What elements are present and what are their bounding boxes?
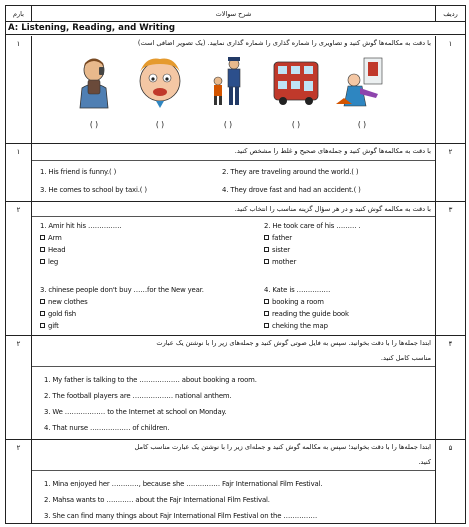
- fill-blank-item: 3. She can find many things about Fajr International Film Festival on the ……………: [44, 512, 318, 520]
- choice-option[interactable]: father: [264, 234, 292, 242]
- question-instruction: با دقت به مکالمه‌ها گوش کنید و جمله‌های صحیح و غلط را مشخص کنید.: [234, 147, 431, 155]
- question-score: ۲: [6, 336, 32, 439]
- question-body: [32, 336, 435, 439]
- section-title: A: Listening, Reading, and Writing: [6, 22, 465, 35]
- checkbox[interactable]: [264, 247, 269, 252]
- question-instruction-continued: کنید.: [418, 458, 431, 466]
- accident-picture: [334, 54, 390, 110]
- questions-column-header: شرح سوالات: [215, 10, 252, 18]
- question-instruction: ابتدا جمله‌ها را با دقت بخوانید؛ سپس به مکالمه گوش کنید و جمله‌ای زیر را با نوشتن یک عبارت مناسب کامل: [134, 443, 431, 451]
- score-column-header: بارم: [6, 6, 32, 22]
- checkbox[interactable]: [40, 299, 45, 304]
- statement-item: 1. His friend is funny.( ): [40, 168, 117, 176]
- question-score: ۱: [6, 144, 32, 201]
- question-instruction-continued: مناسب کامل کنید.: [380, 354, 431, 362]
- choice-option[interactable]: sister: [264, 246, 290, 254]
- statement-item: 3. He comes to school by taxi.( ): [40, 186, 147, 194]
- question-number: ۱: [435, 36, 465, 143]
- question-instruction: با دقت به مکالمه‌ها گوش کنید و تصاویری را شماره گذاری را شماره گذاری نمایید. (یک تصویر اضافی است): [137, 39, 431, 47]
- answer-blank[interactable]: ( ): [291, 120, 301, 129]
- checkbox[interactable]: [264, 259, 269, 264]
- question-body: [32, 144, 435, 201]
- question-score: ۲: [6, 202, 32, 335]
- question-row-1: [6, 36, 465, 144]
- choice-option[interactable]: leg: [40, 258, 58, 266]
- answer-blank[interactable]: ( ): [223, 120, 233, 129]
- choice-option[interactable]: mother: [264, 258, 296, 266]
- question-number: ۵: [435, 440, 465, 524]
- choice-option[interactable]: Arm: [40, 234, 62, 242]
- checkbox[interactable]: [264, 311, 269, 316]
- question-instruction: ابتدا جمله‌ها را با دقت بخوانید. سپس به فایل صوتی گوش کنید و جمله‌های زیر را با نوشتن یک عبارت: [156, 339, 431, 347]
- question-stem: 3. chinese people don't buy ……for the New year.: [40, 286, 204, 294]
- choice-option[interactable]: reading the guide book: [264, 310, 349, 318]
- question-row-2: [6, 144, 465, 202]
- choice-option[interactable]: new clothes: [40, 298, 88, 306]
- question-body: [32, 36, 435, 143]
- statement-item: 4. They drove fast and had an accident.( ): [222, 186, 361, 194]
- question-body: [32, 440, 435, 524]
- question-stem: 4. Kate is ……………: [264, 286, 331, 294]
- double-decker-bus-picture: [268, 54, 324, 110]
- statement-item: 2. They are traveling around the world.( ): [222, 168, 359, 176]
- question-row-5: [6, 440, 465, 524]
- question-number: ۴: [435, 336, 465, 439]
- fill-blank-item: 2. Mahsa wants to ………… about the Fajr International Film Festival.: [44, 496, 270, 504]
- question-row-3: [6, 202, 465, 336]
- checkbox[interactable]: [40, 235, 45, 240]
- answer-blank[interactable]: ( ): [155, 120, 165, 129]
- checkbox[interactable]: [264, 235, 269, 240]
- choice-option[interactable]: Head: [40, 246, 65, 254]
- answer-blank[interactable]: ( ): [89, 120, 99, 129]
- fill-blank-item: 4. That nurse ……………… of children.: [44, 424, 170, 432]
- choice-option[interactable]: gold fish: [40, 310, 76, 318]
- question-stem: 2. He took care of his ……… .: [264, 222, 361, 230]
- fill-blank-item: 3. We ……………… to the Internet at school on Monday.: [44, 408, 227, 416]
- fill-blank-item: 2. The football players are ……………… national anthem.: [44, 392, 232, 400]
- question-number: ۳: [435, 202, 465, 335]
- checkbox[interactable]: [40, 247, 45, 252]
- row-column-header: ردیف: [435, 6, 465, 22]
- choice-option[interactable]: booking a room: [264, 298, 324, 306]
- funny-face-picture: [132, 54, 188, 110]
- question-score: ۲: [6, 440, 32, 524]
- answer-blank[interactable]: ( ): [357, 120, 367, 129]
- checkbox[interactable]: [40, 259, 45, 264]
- choice-option[interactable]: cheking the map: [264, 322, 328, 330]
- exam-sheet: [5, 5, 466, 524]
- question-instruction: با دقت به مکالمه گوش کنید و در هر سؤال گزینه مناسب را انتخاب کنید.: [234, 205, 431, 213]
- police-and-child-picture: [200, 54, 256, 110]
- question-stem: 1. Amir hit his ……………: [40, 222, 122, 230]
- fill-blank-item: 1. My father is talking to the ……………… about booking a room.: [44, 376, 257, 384]
- checkbox[interactable]: [40, 311, 45, 316]
- checkbox[interactable]: [264, 299, 269, 304]
- checkbox[interactable]: [264, 323, 269, 328]
- table-header: [6, 6, 465, 22]
- fill-blank-item: 1. Mina enjoyed her …………, because she …………… Fajr International Film Festival.: [44, 480, 323, 488]
- question-row-4: [6, 336, 465, 440]
- question-body: [32, 202, 435, 335]
- choice-option[interactable]: gift: [40, 322, 59, 330]
- question-score: ۱: [6, 36, 32, 143]
- question-number: ۲: [435, 144, 465, 201]
- checkbox[interactable]: [40, 323, 45, 328]
- man-on-phone-picture: [66, 54, 122, 110]
